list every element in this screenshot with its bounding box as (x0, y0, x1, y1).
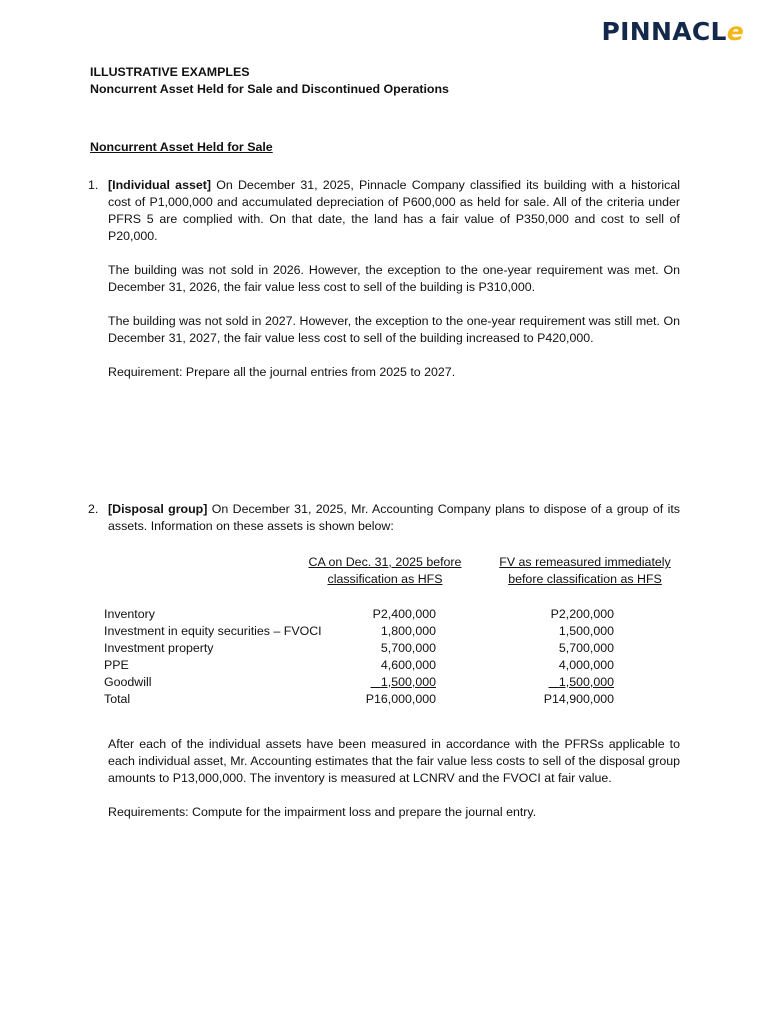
requirement: Requirement: Prepare all the journal entries from 2025 to 2027. (108, 365, 456, 379)
pinnacle-logo (602, 16, 744, 48)
paragraph-text: On December 31, 2025, Pinnacle Company classified its building with a historical cost of P1,000,000 and accumulated depreciation of P600,000 as held for sale. All of the criteria under PFRS 5 are complied with. On that date, the land has a fair value of P350,000 and cost to sell of P20,000. (108, 178, 680, 243)
paragraph (108, 177, 680, 245)
column-header-ca: CA on Dec. 31, 2025 before classification as HFS (308, 555, 462, 586)
logo-text: PINNACL (601, 17, 727, 46)
paragraph: After each of the individual assets have been measured in accordance with the PFRSs applicable to each individual asset, Mr. Accounting estimates that the fair value less costs to sell of the disposal group amounts to P13,000,000. The inventory is measured at LCNRV and the FVOCI at fair value. (108, 737, 680, 785)
table-row: Inventory P2,400,000 P2,200,000 (104, 607, 614, 621)
example-1 (88, 177, 680, 381)
paragraph (108, 501, 680, 535)
item-tag: [Disposal group] (108, 502, 208, 516)
table-row: Investment property 5,700,000 5,700,000 (104, 641, 614, 655)
column-header-fv: FV as remeasured immediately before classification as HFS (499, 555, 671, 586)
item-number: 2. (88, 502, 99, 516)
heading-line-2: Noncurrent Asset Held for Sale and Discontinued Operations (90, 82, 449, 96)
section-title: Noncurrent Asset Held for Sale (90, 140, 273, 154)
paragraph: The building was not sold in 2026. However, the exception to the one-year requirement was met. On December 31, 2026, the fair value less cost to sell of the building is P310,000. (108, 263, 680, 294)
item-number: 1. (88, 178, 99, 192)
document-heading (90, 64, 449, 98)
paragraph-text: On December 31, 2025, Mr. Accounting Company plans to dispose of a group of its assets. Information on these assets is shown below: (108, 502, 680, 533)
assets-table (104, 554, 680, 724)
heading-line-1: ILLUSTRATIVE EXAMPLES (90, 65, 250, 79)
example-2 (88, 501, 680, 821)
item-tag: [Individual asset] (108, 178, 211, 192)
paragraph: The building was not sold in 2027. However, the exception to the one-year requirement was still met. On December 31, 2027, the fair value less cost to sell of the building increased to P420,000. (108, 314, 680, 345)
table-row: Investment in equity securities – FVOCI 1,800,000 1,500,000 (104, 624, 614, 638)
table-row: Goodwill 1,500,000 1,500,000 (104, 675, 614, 689)
requirement: Requirements: Compute for the impairment loss and prepare the journal entry. (108, 805, 537, 819)
logo-accent-letter: e (726, 17, 744, 46)
table-row: PPE 4,600,000 4,000,000 (104, 658, 614, 672)
table-row-total: Total P16,000,000 P14,900,000 (104, 692, 614, 706)
